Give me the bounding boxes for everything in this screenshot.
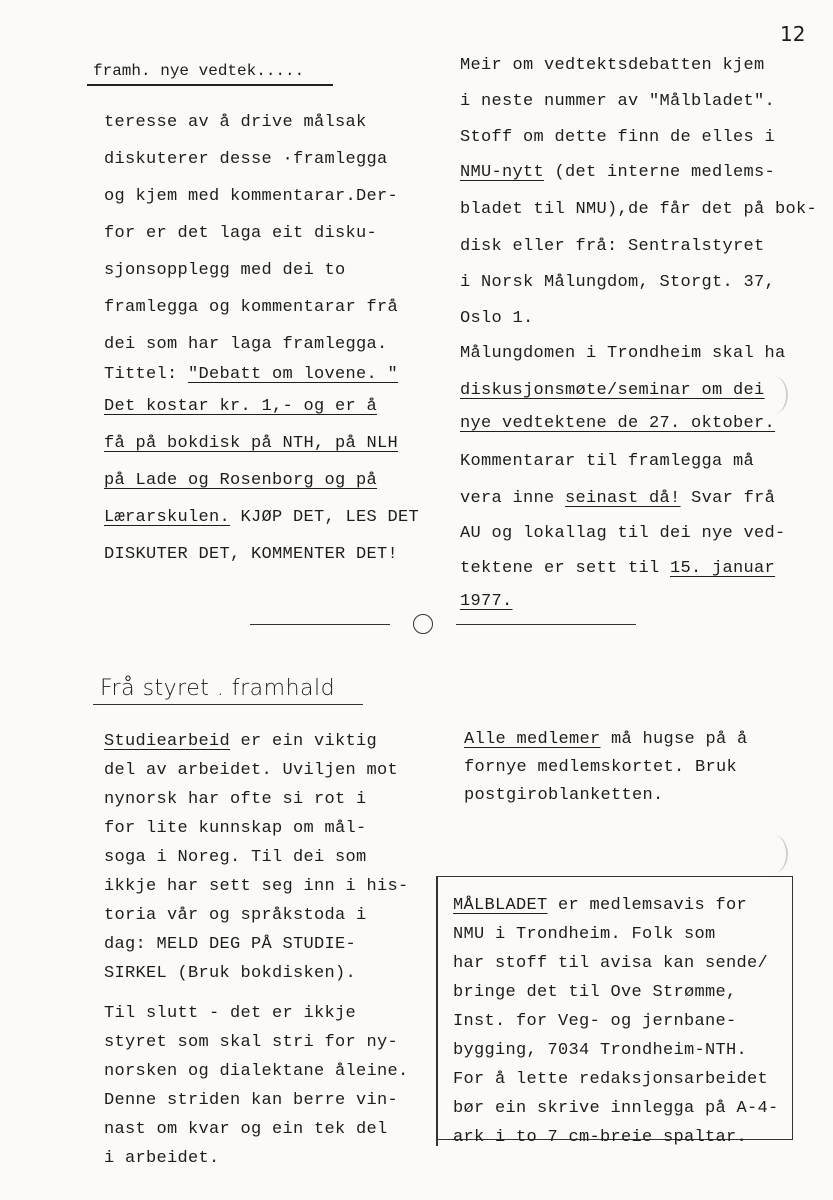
text-line: NMU i Trondheim. Folk som bbox=[453, 925, 716, 944]
text-line: del av arbeidet. Uviljen mot bbox=[104, 761, 399, 780]
info-box-left-edge bbox=[436, 876, 438, 1146]
text-line: Oslo 1. bbox=[460, 309, 534, 328]
text-line bbox=[464, 730, 748, 749]
text-line: disk eller frå: Sentralstyret bbox=[460, 237, 765, 256]
text-line bbox=[104, 732, 377, 751]
text-line: norsken og dialektane åleine. bbox=[104, 1062, 409, 1081]
section-heading-underline bbox=[93, 704, 363, 705]
continuation-header: framh. nye vedtek..... bbox=[93, 62, 305, 80]
text-line: Til slutt - det er ikkje bbox=[104, 1004, 357, 1023]
text-line bbox=[453, 896, 747, 915]
text-line: toria vår og språkstoda i bbox=[104, 906, 367, 925]
text-line: Meir om vedtektsdebatten kjem bbox=[460, 56, 765, 75]
text-line: bygging, 7034 Trondheim-NTH. bbox=[453, 1041, 748, 1060]
text-line: Denne striden kan berre vin- bbox=[104, 1091, 399, 1110]
text-line: nynorsk har ofte si rot i bbox=[104, 790, 367, 809]
text-line: bringe det til Ove Strømme, bbox=[453, 983, 737, 1002]
underlined-text: MÅLBLADET bbox=[453, 896, 548, 915]
text-line: framlegga og kommentarar frå bbox=[104, 298, 399, 317]
text-line: ark i to 7 cm-breie spaltar. bbox=[453, 1128, 748, 1147]
text-segment: vera inne bbox=[460, 489, 566, 508]
text-line: soga i Noreg. Til dei som bbox=[104, 848, 367, 867]
text-line: bør ein skrive innlegga på A-4- bbox=[453, 1099, 779, 1118]
text-line: teresse av å drive målsak bbox=[104, 113, 367, 132]
underlined-text: 15. januar bbox=[670, 559, 776, 578]
text-line: bladet til NMU),de får det på bok- bbox=[460, 200, 818, 219]
text-line: for er det laga eit disku- bbox=[104, 224, 378, 243]
divider-circle bbox=[413, 614, 433, 634]
text-line: Målungdomen i Trondheim skal ha bbox=[460, 344, 786, 363]
underlined-text: Lærarskulen. bbox=[104, 508, 231, 527]
text-segment: Svar frå bbox=[680, 489, 776, 508]
header-underline bbox=[87, 84, 333, 86]
text-line: diskuterer desse ·framlegga bbox=[104, 150, 388, 169]
divider-right-rule bbox=[456, 624, 636, 625]
text-segment: er ein viktig bbox=[230, 732, 378, 751]
text-line bbox=[460, 163, 775, 182]
text-line: Stoff om dette finn de elles i bbox=[460, 128, 776, 147]
underlined-text: "Debatt om lovene. " bbox=[188, 365, 399, 384]
text-line: ikkje har sett seg inn i his- bbox=[104, 877, 409, 896]
text-line: SIRKEL (Bruk bokdisken). bbox=[104, 964, 357, 983]
text-line: i neste nummer av "Målbladet". bbox=[460, 92, 776, 111]
underlined-text: på Lade og Rosenborg og på bbox=[104, 471, 378, 490]
text-segment: KJØP DET, LES DET bbox=[230, 508, 420, 527]
text-segment: er medlemsavis for bbox=[547, 896, 748, 915]
text-line: fornye medlemskortet. Bruk bbox=[464, 758, 738, 777]
divider-left-rule bbox=[250, 624, 390, 625]
text-line bbox=[104, 508, 419, 527]
underlined-text: nye vedtektene de 27. oktober. bbox=[460, 414, 776, 433]
underlined-text: Det kostar kr. 1,- og er å bbox=[104, 397, 378, 416]
text-line: postgiroblanketten. bbox=[464, 786, 664, 805]
underlined-text: Alle medlemer bbox=[464, 730, 601, 749]
text-line: For å lette redaksjonsarbeidet bbox=[453, 1070, 769, 1089]
text-segment: tektene er sett til bbox=[460, 559, 671, 578]
text-line: AU og lokallag til dei nye ved- bbox=[460, 524, 786, 543]
text-segment: Tittel: bbox=[104, 365, 189, 384]
text-line: i arbeidet. bbox=[104, 1149, 220, 1168]
text-line: styret som skal stri for ny- bbox=[104, 1033, 399, 1052]
text-line bbox=[460, 489, 775, 508]
underlined-text: Studiearbeid bbox=[104, 732, 231, 751]
text-line: Kommentarar til framlegga må bbox=[460, 452, 755, 471]
underlined-text: 1977. bbox=[460, 592, 513, 611]
underlined-text: få på bokdisk på NTH, på NLH bbox=[104, 434, 399, 453]
page-number: 12 bbox=[780, 22, 806, 46]
underlined-text: NMU-nytt bbox=[460, 163, 545, 182]
section-heading: Frå styret . framhald bbox=[100, 676, 336, 701]
underlined-text: diskusjonsmøte/seminar om dei bbox=[460, 381, 765, 400]
text-segment: må hugse på å bbox=[600, 730, 748, 749]
text-line: og kjem med kommentarar.Der- bbox=[104, 187, 399, 206]
text-line: Inst. for Veg- og jernbane- bbox=[453, 1012, 737, 1031]
text-line: DISKUTER DET, KOMMENTER DET! bbox=[104, 545, 399, 564]
text-line: i Norsk Målungdom, Storgt. 37, bbox=[460, 273, 776, 292]
text-line: sjonsopplegg med dei to bbox=[104, 261, 346, 280]
text-line: for lite kunnskap om mål- bbox=[104, 819, 367, 838]
text-line: dag: MELD DEG PÅ STUDIE- bbox=[104, 935, 357, 954]
text-segment: (det interne medlems- bbox=[544, 163, 776, 182]
text-line: dei som har laga framlegga. bbox=[104, 335, 388, 354]
punch-hole bbox=[760, 376, 788, 414]
text-line bbox=[104, 365, 398, 384]
text-line: nast om kvar og ein tek del bbox=[104, 1120, 388, 1139]
text-line bbox=[460, 559, 775, 578]
punch-hole bbox=[760, 835, 788, 873]
text-line: har stoff til avisa kan sende/ bbox=[453, 954, 769, 973]
underlined-text: seinast då! bbox=[565, 489, 681, 508]
